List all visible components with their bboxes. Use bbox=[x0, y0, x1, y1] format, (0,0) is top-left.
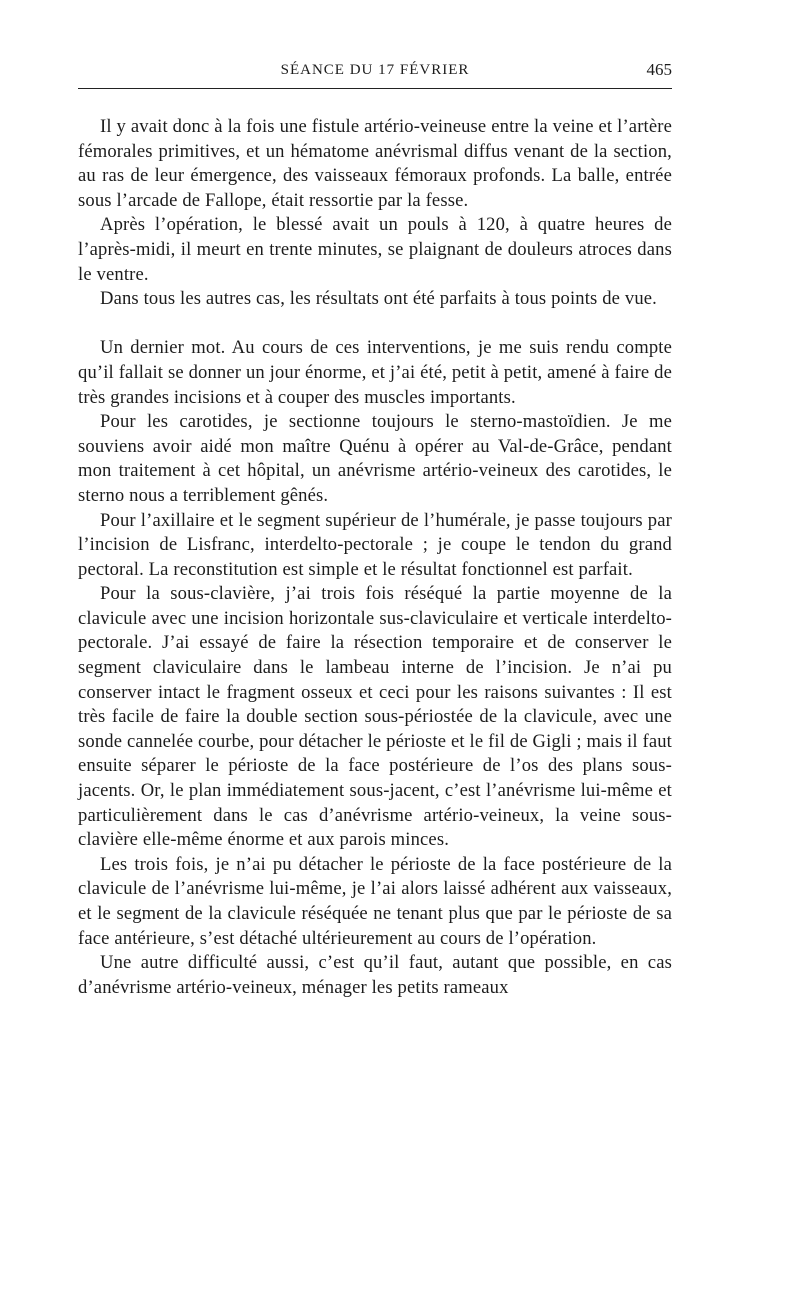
running-header bbox=[78, 58, 672, 89]
header-title: SÉANCE DU 17 FÉVRIER bbox=[280, 62, 470, 78]
paragraph: Un dernier mot. Au cours de ces interventions, je me suis rendu compte qu’il fallait se donner un jour énorme, et j’ai été, petit à petit, amené à faire de très grandes incisions et à couper des muscles importants. bbox=[78, 337, 672, 408]
page bbox=[78, 58, 672, 1000]
paragraph: Il y avait donc à la fois une fistule artério-veineuse entre la veine et l’artère fémorales primitives, et un hématome anévrismal diffus venant de la section, au ras de leur émergence, des vaisseaux fémoraux profonds. La balle, entrée sous l’arcade de Fallope, était ressortie par la fesse. bbox=[78, 116, 672, 211]
paragraph: Dans tous les autres cas, les résultats ont été parfaits à tous points de vue. bbox=[100, 288, 657, 310]
page-number: 465 bbox=[646, 60, 672, 79]
paragraph: Pour les carotides, je sectionne toujours le sterno-mastoïdien. Je me souviens avoir aidé mon maître Quénu à opérer au Val-de-Grâce, pendant mon traitement à cet hôpital, un anévrisme artério-veineux des carotides, le sterno nous a terriblement gênés. bbox=[78, 411, 672, 506]
paragraph: Les trois fois, je n’ai pu détacher le périoste de la face postérieure de la clavicule de l’anévrisme lui-même, je l’ai alors laissé adhérent aux vaisseaux, et le segment de la clavicule réséquée ne tenant plus que par le périoste de sa face antérieure, s’est détaché ultérieurement au cours de l’opération. bbox=[78, 853, 672, 949]
paragraph: Une autre difficulté aussi, c’est qu’il faut, autant que possible, en cas d’anévrisme artério-veineux, ménager les petits rameaux bbox=[78, 952, 672, 998]
paragraph: Pour l’axillaire et le segment supérieur de l’humérale, je passe toujours par l’incision de Lisfranc, interdelto-pectorale ; je coupe le tendon du grand pectoral. La reconstitution est simple et le résultat fonctionnel est parfait. bbox=[78, 509, 672, 580]
paragraph: Après l’opération, le blessé avait un pouls à 120, à quatre heures de l’après-midi, il meurt en trente minutes, se plaignant de douleurs atroces dans le ventre. bbox=[78, 214, 672, 285]
paragraph: Pour la sous-clavière, j’ai trois fois réséqué la partie moyenne de la clavicule avec une incision horizontale sus-claviculaire et verticale interdelto-pectorale. J’ai essayé de faire la résection temporaire et de conserver le segment claviculaire dans le lambeau interne de l’incision. Je n’ai pu conserver intact le fragment osseux et ceci pour les raisons suivantes : Il est très facile de faire la double section sous-périostée de la clavicule, avec une sonde cannelée courbe, pour détacher le périoste et le fil de Gigli ; mais il faut ensuite séparer le périoste de la face postérieure de l’os des plans sous-jacents. Or, le plan immédiatement sous-jacent, c’est l’anévrisme lui-même et particulièrement dans le cas d’anévrisme artério-veineux, la veine sous-clavière elle-même énorme et aux parois minces. bbox=[78, 583, 672, 851]
body-text bbox=[78, 115, 672, 1000]
